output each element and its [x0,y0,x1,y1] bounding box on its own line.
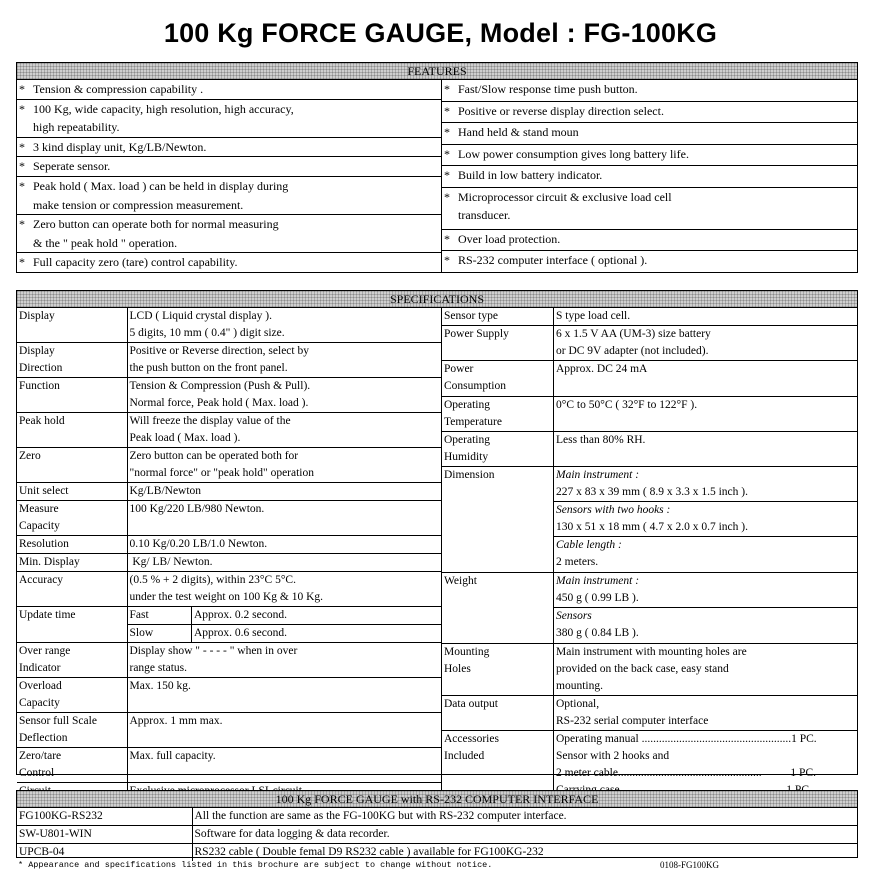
spec-value: Normal force, Peak hold ( Max. load ). [129,397,309,409]
bullet-star: * [19,159,25,174]
spec-row [442,326,858,361]
feature-text: Zero button can operate both for normal measuring [33,217,279,232]
feature-line [19,234,439,253]
bullet-star: * [19,82,25,96]
feature-text: transducer. [458,208,511,223]
spec-label: Deflection [19,732,68,744]
bullet-star: * [19,217,25,232]
feature-text: & the " peak hold " operation. [33,235,178,250]
spec-row [17,343,441,378]
spec-value: 2 meter cable.................................................. 1 PC. [556,767,817,780]
spec-label: Display [19,345,55,357]
model-description: Software for data logging & data recorder. [194,828,390,840]
feature-text: Low power consumption gives long battery life. [458,146,689,161]
features-box [16,62,858,273]
feature-line [444,166,855,185]
feature-item [442,80,858,101]
spec-value: Kg/ LB/ Newton. [129,556,213,568]
update-slow-label: Slow [129,627,154,639]
spec-value: Optional, [556,698,600,711]
bullet-star: * [444,82,450,96]
spec-value: 0°C to 50°C ( 32°F to 122°F ). [556,398,698,411]
feature-text: Full capacity zero (tare) control capability. [33,255,238,270]
feature-text: Over load protection. [458,231,561,246]
spec-value: 227 x 83 x 39 mm ( 8.9 x 3.3 x 1.5 inch ). [556,486,748,499]
spec-value: under the test weight on 100 Kg & 10 Kg. [129,591,324,603]
spec-value: Operating manual ....................................................1 PC. [556,733,817,746]
spec-value: Max. full capacity. [129,750,216,762]
spec-value: Tension & Compression (Push & Pull). [129,380,311,392]
spec-row [442,396,858,431]
spec-label: Humidity [444,450,489,463]
spec-value: Positive or Reverse direction, select by [129,345,309,357]
spec-label: Dimension [444,469,495,482]
spec-row [17,501,441,536]
update-slow-value: Approx. 0.6 second. [194,627,287,639]
bullet-star: * [444,253,450,268]
specs-right [441,308,857,800]
spec-value: 130 x 51 x 18 mm ( 4.7 x 2.0 x 0.7 inch ). [556,521,748,534]
feature-text: make tension or compression measurement. [33,197,244,212]
spec-row [17,308,441,343]
feature-item [17,253,441,272]
spec-label: Function [19,380,60,392]
spec-label: Over range [19,645,71,657]
spec-label: Data output [444,698,498,711]
feature-line [19,157,439,176]
table-row [17,826,857,844]
feature-line [19,253,439,272]
feature-text: Seperate sensor. [33,159,111,174]
feature-item [17,80,441,99]
rs232-box [16,790,858,858]
bullet-star: * [444,231,450,246]
spec-label: Sensor type [444,310,498,322]
feature-line [19,80,439,99]
feature-line [19,177,439,196]
feature-line [444,188,855,207]
bullet-star: * [444,103,450,118]
spec-subheading: Sensors with two hooks : [556,504,671,517]
feature-item [442,144,858,166]
feature-line [444,206,855,225]
feature-text: Build in low battery indicator. [458,168,603,183]
features-header: FEATURES [17,63,857,80]
spec-value: Approx. DC 24 mA [556,363,648,376]
spec-value: or DC 9V adapter (not included). [556,345,709,358]
model-description: RS232 cable ( Double femal D9 RS232 cable ) available for FG100KG-232 [194,846,544,858]
footnote: * Appearance and specifications listed in this brochure are subject to change without notice. [18,860,493,870]
feature-text: RS-232 computer interface ( optional ). [458,253,648,268]
spec-value: Peak load ( Max. load ). [129,432,241,444]
spec-label: Measure [19,503,59,515]
feature-line [19,138,439,157]
feature-item [17,215,441,253]
spec-value: Will freeze the display value of the [129,415,291,427]
spec-label: Capacity [19,697,60,709]
bullet-star: * [444,125,450,140]
spec-value: LCD ( Liquid crystal display ). [129,310,272,322]
spec-row [17,448,441,483]
spec-row [17,607,441,643]
feature-line [444,145,855,164]
spec-row [17,483,441,501]
specs-left [17,308,441,800]
spec-value: RS-232 serial computer interface [556,715,709,728]
spec-value: Main instrument with mounting holes are [556,645,747,658]
spec-label: Direction [19,362,63,374]
spec-label: Overload [19,680,62,692]
feature-item [17,176,441,214]
spec-label: Weight [444,575,477,588]
feature-line [444,102,855,121]
feature-text: 3 kind display unit, Kg/LB/Newton. [33,139,207,154]
feature-text: high repeatability. [33,120,120,135]
feature-item [442,101,858,123]
spec-label: Included [444,750,485,763]
feature-line [19,118,439,137]
spec-value: Display show " - - - - " when in over [129,645,298,657]
spec-row [442,643,858,695]
page-title: 100 Kg FORCE GAUGE, Model : FG-100KG [163,18,718,48]
rs232-header: 100 Kg FORCE GAUGE with RS-232 COMPUTER INTERFACE [17,791,857,808]
spec-label: Power [444,363,474,376]
spec-row [442,467,858,573]
feature-line [444,80,855,99]
feature-text: Tension & compression capability . [33,82,204,96]
spec-value: Approx. 1 mm max. [129,715,223,727]
spec-value: the push button on the front panel. [129,362,288,374]
feature-line [19,215,439,234]
spec-value: 5 digits, 10 mm ( 0.4" ) digit size. [129,327,285,339]
spec-row [17,678,441,713]
spec-row [17,643,441,678]
spec-value: 450 g ( 0.99 LB ). [556,592,639,605]
table-row [17,808,857,826]
spec-label: Zero [19,450,41,462]
spec-label: Zero/tare [19,750,62,762]
feature-item [442,123,858,145]
bullet-star: * [19,178,25,193]
specifications-header: SPECIFICATIONS [17,291,857,308]
spec-label: Accuracy [19,574,64,586]
feature-line [444,251,855,270]
spec-label: Peak hold [19,415,65,427]
bullet-star: * [444,189,450,204]
spec-row [442,361,858,396]
feature-text: Positive or reverse display direction select. [458,103,664,118]
feature-line [19,100,439,119]
spec-label: Indicator [19,662,61,674]
feature-line [19,196,439,215]
spec-value: Sensor with 2 hooks and [556,750,670,763]
spec-label: Temperature [444,415,502,428]
feature-line [444,123,855,142]
spec-label: Update time [19,609,76,621]
spec-label: Accessories [444,733,499,746]
spec-row [442,696,858,731]
feature-text: Peak hold ( Max. load ) can be held in display during [33,178,289,193]
spec-row [17,413,441,448]
spec-value: "normal force" or "peak hold" operation [129,467,315,479]
spec-row [17,713,441,748]
spec-label: Mounting [444,645,490,658]
spec-row [17,536,441,554]
spec-label: Operating [444,398,490,411]
features-right [441,80,857,272]
model-code: FG100KG-RS232 [19,810,103,822]
spec-row [442,573,858,644]
spec-label: Capacity [19,520,60,532]
spec-label: Min. Display [19,556,80,568]
feature-item [442,166,858,188]
model-description: All the function are same as the FG-100KG but with RS-232 computer interface. [194,810,567,822]
bullet-star: * [19,255,25,270]
spec-label: Control [19,767,55,779]
spec-value: Less than 80% RH. [556,433,646,446]
spec-label: Unit select [19,485,69,497]
bullet-star: * [19,139,25,154]
feature-item [442,229,858,251]
spec-row [442,308,858,326]
spec-label: Sensor full Scale [19,715,97,727]
spec-row [17,572,441,607]
spec-row [17,554,441,572]
spec-value: (0.5 % + 2 digits), within 23°C 5°C. [129,574,296,586]
spec-value: 380 g ( 0.84 LB ). [556,627,639,640]
document-code: 0108-FG100KG [660,860,720,870]
feature-item [17,157,441,177]
spec-label: Display [19,310,55,322]
spec-subheading: Main instrument : [556,575,640,588]
feature-item [442,251,858,272]
bullet-star: * [444,168,450,183]
feature-item [442,187,858,229]
specifications-box [16,290,858,780]
spec-row [17,748,441,783]
spec-subheading: Main instrument : [556,469,640,482]
spec-value: provided on the back case, easy stand [556,662,729,675]
feature-line [444,230,855,249]
feature-item [17,99,441,137]
spec-value: S type load cell. [556,310,631,322]
feature-text: Microprocessor circuit & exclusive load cell [458,189,672,204]
spec-value: range status. [129,662,187,674]
spec-label: Power Supply [444,328,509,341]
spec-label: Holes [444,662,471,675]
spec-value: 0.10 Kg/0.20 LB/1.0 Newton. [129,538,268,550]
model-code: SW-U801-WIN [19,828,92,840]
update-fast-label: Fast [129,609,149,621]
spec-value: mounting. [556,679,603,692]
model-code: UPCB-04 [19,846,65,858]
spec-value: Kg/LB/Newton [129,485,202,497]
spec-subheading: Sensors [556,610,592,623]
spec-value: 100 Kg/220 LB/980 Newton. [129,503,265,515]
spec-subheading: Cable length : [556,539,622,552]
spec-value: 2 meters. [556,556,599,569]
spec-row [442,431,858,466]
spec-label: Operating [444,433,490,446]
update-fast-value: Approx. 0.2 second. [194,609,287,621]
feature-text: Fast/Slow response time push button. [458,82,638,96]
rs232-table [17,808,857,861]
spec-label: Consumption [444,380,506,393]
spec-value: Zero button can be operated both for [129,450,299,462]
spec-label: Resolution [19,538,69,550]
feature-text: Hand held & stand moun [458,125,579,140]
table-row [17,844,857,862]
bullet-star: * [19,101,25,116]
spec-row [17,378,441,413]
spec-value: 6 x 1.5 V AA (UM-3) size battery [556,328,711,341]
feature-text: 100 Kg, wide capacity, high resolution, high accuracy, [33,101,294,116]
bullet-star: * [444,146,450,161]
features-left [17,80,441,272]
feature-item [17,137,441,157]
spec-value: Max. 150 kg. [129,680,191,692]
